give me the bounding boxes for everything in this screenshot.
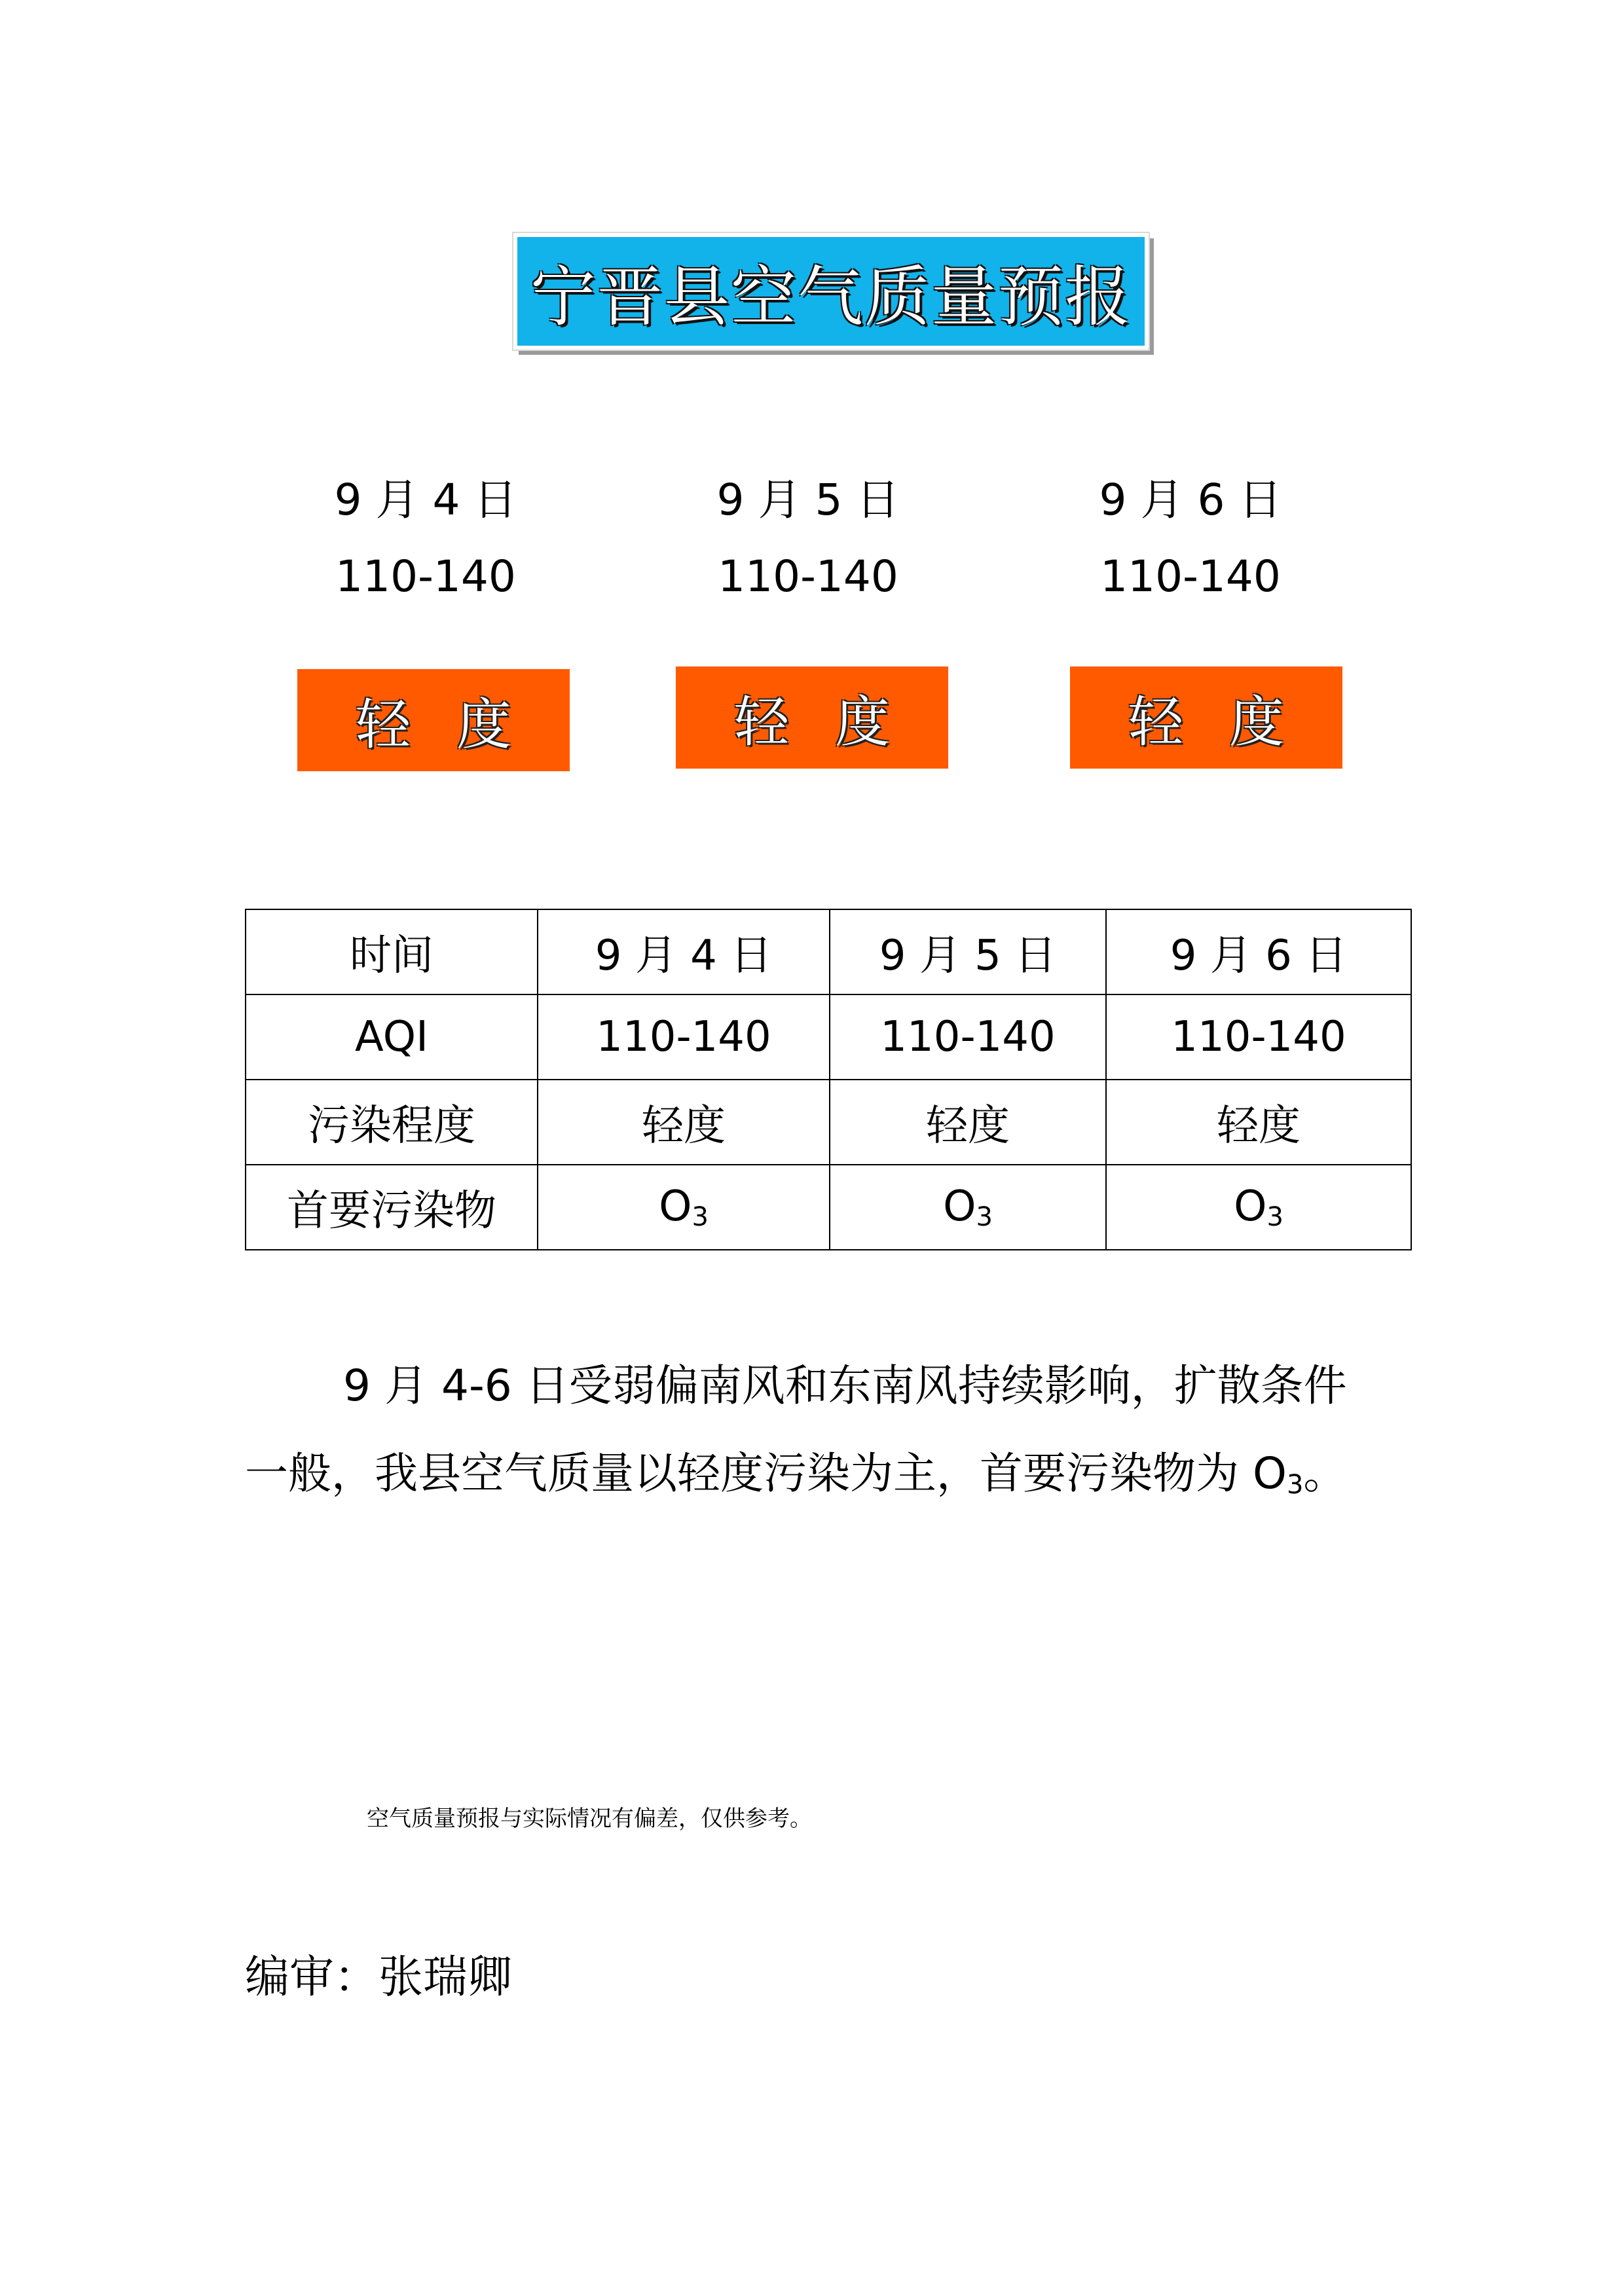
- day-1-level-badge: [297, 669, 570, 771]
- pollutant-subscript: 3: [976, 1202, 993, 1232]
- disclaimer-note: 空气质量预报与实际情况有偏差，仅供参考。: [367, 1806, 812, 1832]
- table-header-cell: 时间: [246, 909, 538, 994]
- day-2-date: 9 月 5 日: [716, 475, 900, 525]
- table-header-row: [246, 909, 1411, 994]
- forecast-table: [245, 909, 1412, 1250]
- table-cell: 110-140: [538, 994, 830, 1080]
- day-2-level: 轻度: [733, 689, 936, 754]
- table-row-label: 首要污染物: [246, 1165, 538, 1250]
- table-cell: 110-140: [1106, 994, 1411, 1080]
- table-cell: 轻度: [1106, 1080, 1411, 1165]
- table-cell: 轻度: [538, 1080, 830, 1165]
- table-row-aqi: [246, 994, 1411, 1080]
- table-header-cell: 9 月 5 日: [830, 909, 1106, 994]
- table-header-cell: 9 月 6 日: [1106, 909, 1411, 994]
- pollutant-subscript: 3: [692, 1202, 709, 1232]
- day-2-aqi: 110-140: [718, 551, 898, 602]
- title-banner: [513, 233, 1149, 350]
- table-row-level: [246, 1080, 1411, 1165]
- day-3-level: 轻度: [1128, 689, 1330, 754]
- table-row-label: AQI: [246, 994, 538, 1080]
- table-header-cell: 9 月 4 日: [538, 909, 830, 994]
- pollutant-symbol: O: [659, 1182, 692, 1231]
- day-3-level-badge: [1070, 666, 1342, 769]
- table-cell: [538, 1165, 830, 1250]
- day-1-aqi: 110-140: [335, 551, 516, 602]
- editor-credit: 编审：张瑞卿: [245, 1952, 513, 2003]
- description-subscript: 3: [1286, 1470, 1304, 1500]
- forecast-description: [245, 1342, 1384, 1529]
- day-3-date: 9 月 6 日: [1099, 475, 1282, 525]
- table-cell: [830, 1165, 1106, 1250]
- day-1-level: 轻度: [355, 692, 557, 757]
- table-row-pollutant: [246, 1165, 1411, 1250]
- description-end: 。: [1303, 1448, 1347, 1499]
- pollutant-symbol: O: [943, 1182, 976, 1231]
- page-title: 宁晋县空气质量预报: [530, 259, 1132, 335]
- description-text: 9 月 4-6 日受弱偏南风和东南风持续影响，扩散条件一般，我县空气质量以轻度污染为主，首要污染物为 O: [245, 1360, 1347, 1499]
- day-2-level-badge: [676, 666, 948, 769]
- table-cell: 110-140: [830, 994, 1106, 1080]
- day-3-aqi: 110-140: [1100, 551, 1281, 602]
- table-row-label: 污染程度: [246, 1080, 538, 1165]
- day-1-date: 9 月 4 日: [334, 475, 517, 525]
- pollutant-symbol: O: [1234, 1182, 1267, 1231]
- table-cell: [1106, 1165, 1411, 1250]
- pollutant-subscript: 3: [1266, 1202, 1283, 1232]
- table-cell: 轻度: [830, 1080, 1106, 1165]
